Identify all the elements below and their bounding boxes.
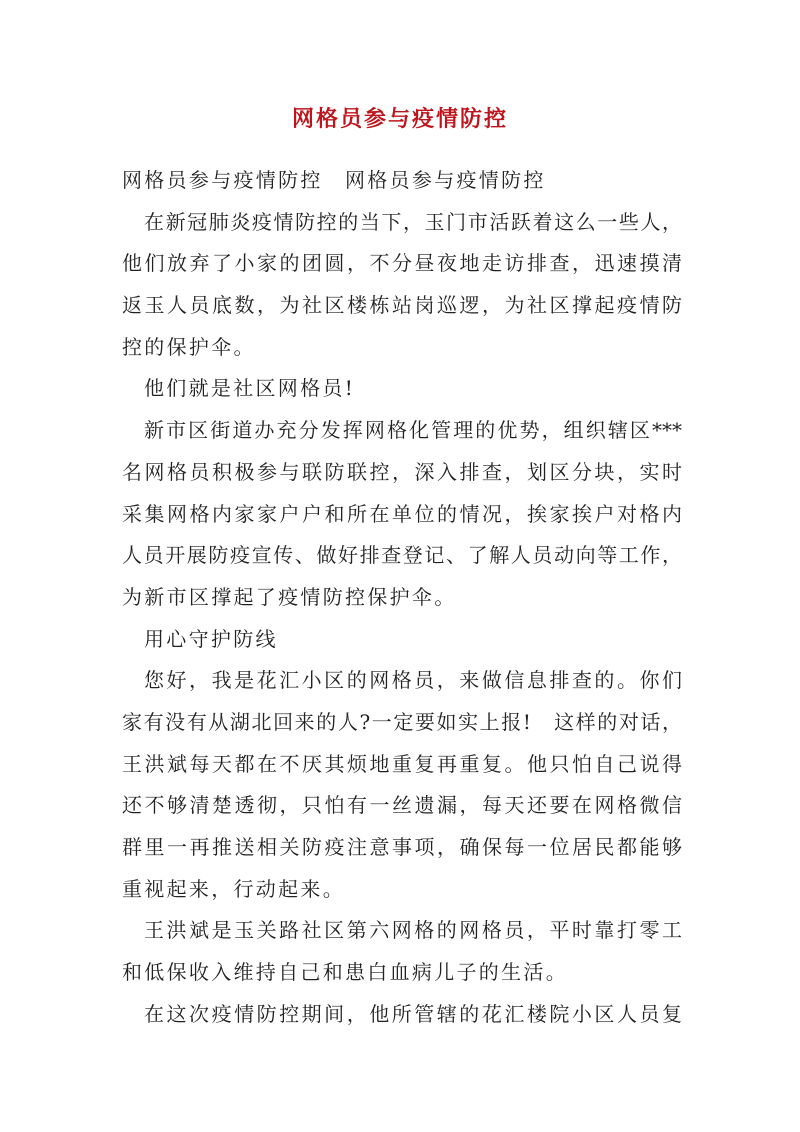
paragraph-line: 名网格员积极参与联防联控，深入排查，划区分块，实时 — [122, 459, 682, 484]
paragraph-line: 他们就是社区网格员! — [144, 376, 356, 401]
paragraph-line: 家有没有从湖北回来的人?一定要如实上报! 这样的对话， — [122, 709, 682, 734]
paragraph-line: 控的保护伞。 — [122, 334, 256, 359]
paragraph-line: 采集网格内家家户户和所在单位的情况，挨家挨户对格内 — [122, 501, 682, 526]
document-body — [122, 160, 682, 1035]
paragraph-line: 王洪斌是玉关路社区第六网格的网格员，平时靠打零工 — [144, 918, 682, 943]
paragraph-line: 和低保收入维持自己和患白血病儿子的生活。 — [122, 960, 568, 985]
document-subtitle: 网格员参与疫情防控 网格员参与疫情防控 — [122, 168, 546, 192]
paragraph-line: 返玉人员底数，为社区楼栋站岗巡逻，为社区撑起疫情防 — [122, 293, 682, 318]
paragraph-line: 重视起来，行动起来。 — [122, 876, 345, 901]
paragraph-line: 群里一再推送相关防疫注意事项，确保每一位居民都能够 — [122, 835, 682, 859]
paragraph-line: 在新冠肺炎疫情防控的当下，玉门市活跃着这么一些人， — [144, 209, 682, 234]
paragraph-line: 您好，我是花汇小区的网格员，来做信息排查的。你们 — [144, 668, 682, 693]
paragraph-line: 人员开展防疫宣传、做好排查登记、了解人员动向等工作， — [122, 543, 682, 568]
paragraph-line: 还不够清楚透彻，只怕有一丝遗漏，每天还要在网格微信 — [122, 793, 682, 818]
document-title: 网格员参与疫情防控 — [291, 106, 508, 132]
paragraph-line: 在这次疫情防控期间，他所管辖的花汇楼院小区人员复 — [144, 1001, 682, 1026]
paragraph-line: 新市区街道办充分发挥网格化管理的优势，组织辖区*** — [144, 418, 682, 443]
paragraph-line: 王洪斌每天都在不厌其烦地重复再重复。他只怕自己说得 — [122, 751, 682, 776]
section-heading: 用心守护防线 — [144, 626, 278, 651]
paragraph-line: 为新市区撑起了疫情防控保护伞。 — [122, 584, 457, 609]
paragraph-line: 他们放弃了小家的团圆，不分昼夜地走访排查，迅速摸清 — [122, 251, 682, 276]
